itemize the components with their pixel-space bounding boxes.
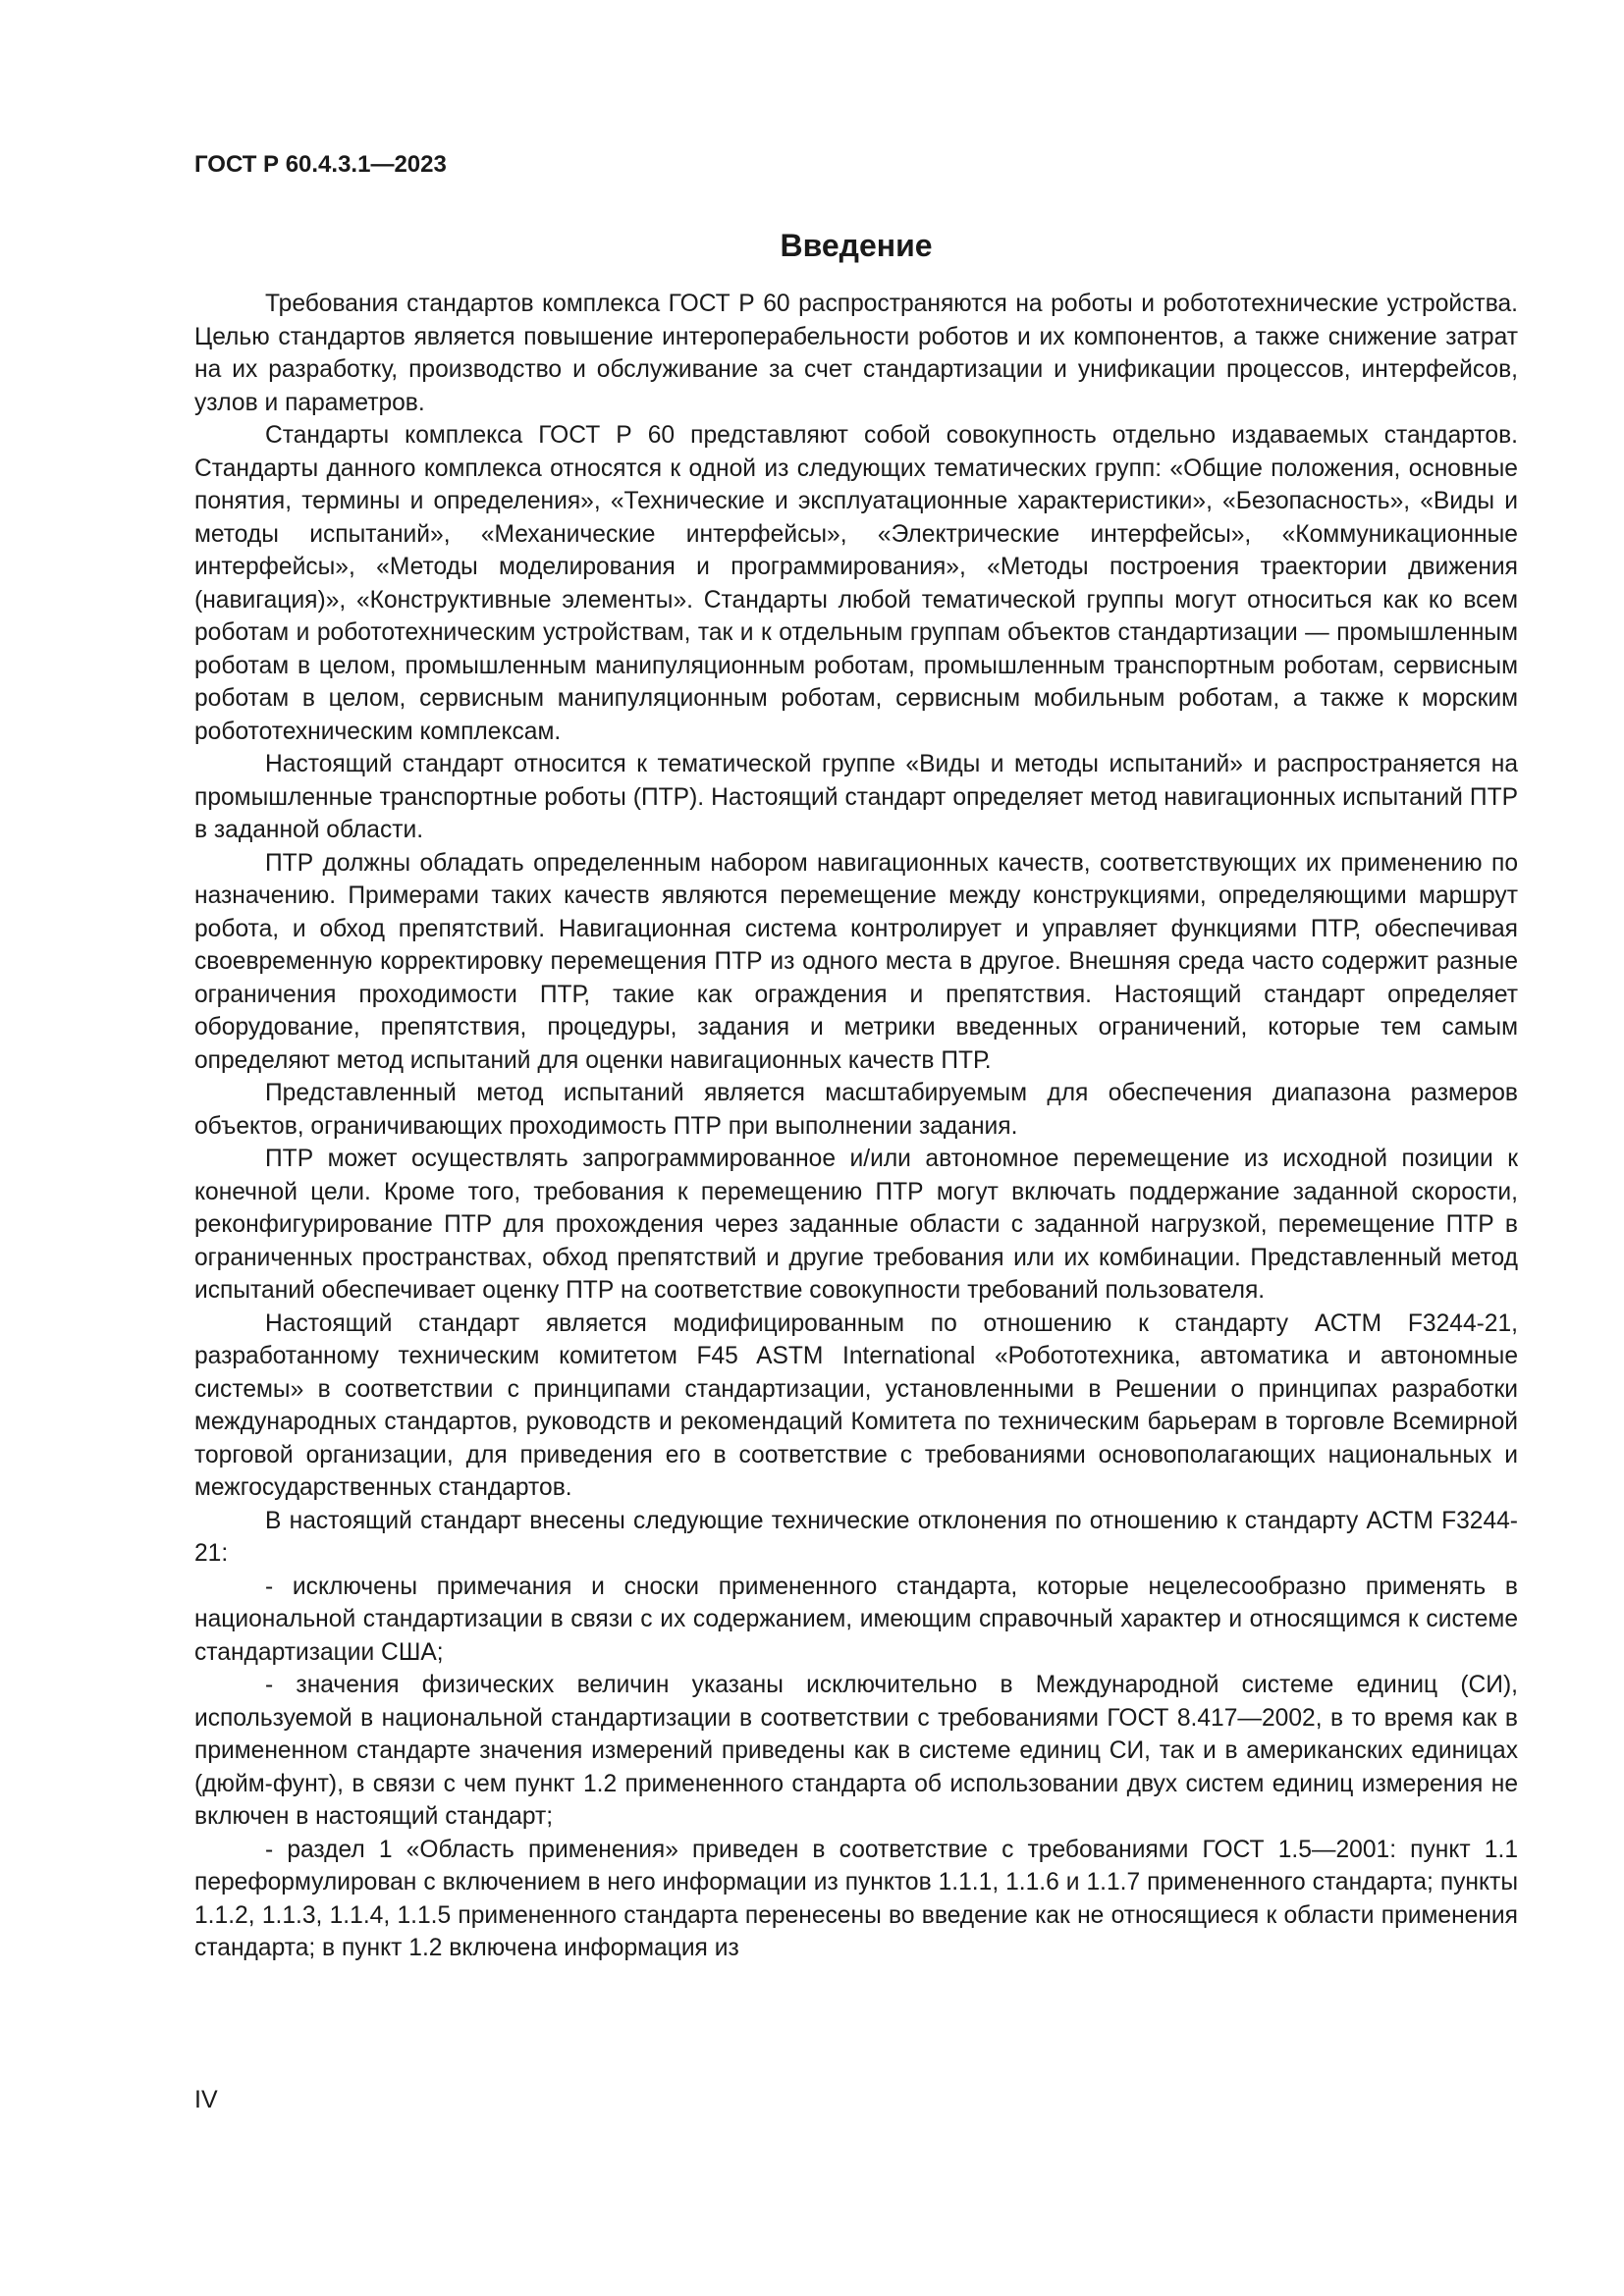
page-number: IV	[194, 2086, 218, 2113]
section-title: Введение	[780, 228, 933, 263]
paragraph: Настоящий стандарт является модифицированным по отношению к стандарту АСТМ F3244-21, разработанному техническим комитетом F45 ASTM International «Робототехника, автоматика и автономные системы» в соответствии с принципами стандартизации, установленными в Решении о принципах разработки международных стандартов, руководств и рекомендаций Комитета по техническим барьерам в торговле Всемирной торговой организации, для приведения его в соответствие с требованиями основополагающих национальных и межгосударственных стандартов.	[194, 1309, 1518, 1501]
document-body	[194, 288, 1518, 1965]
paragraph: ПТР должны обладать определенным набором навигационных качеств, соответствующих их применению по назначению. Примерами таких качеств являются перемещение между конструкциями, определяющими маршрут робота, и обход препятствий. Навигационная система контролирует и управляет функциями ПТР, обеспечивая своевременную корректировку перемещения ПТР из одного места в другое. Внешняя среда часто содержит разные ограничения проходимости ПТР, такие как ограждения и препятствия. Настоящий стандарт определяет оборудование, препятствия, процедуры, задания и метрики введенных ограничений, которые тем самым определяют метод испытаний для оценки навигационных качеств ПТР.	[194, 849, 1518, 1074]
list-item: - раздел 1 «Область применения» приведен в соответствие с требованиями ГОСТ 1.5—2001: пункт 1.1 переформулирован с включением в него информации из пунктов 1.1.1, 1.1.6 и 1.1.7 примененного стандарта; пункты 1.1.2, 1.1.3, 1.1.4, 1.1.5 примененного стандарта перенесены во введение как не относящиеся к области применения стандарта; в пункт 1.2 включена информация из	[194, 1836, 1518, 1961]
list-item: - исключены примечания и сноски примененного стандарта, которые нецелесообразно применять в национальной стандартизации в связи с их содержанием, имеющим справочный характер и относящимся к системе стандартизации США;	[194, 1573, 1518, 1666]
list-item: - значения физических величин указаны исключительно в Международной системе единиц (СИ), используемой в национальной стандартизации в соответствии с требованиями ГОСТ 8.417—2002, в то время как в примененном стандарте значения измерений приведены как в системе единиц СИ, так и в американских единицах (дюйм-фунт), в связи с чем пункт 1.2 примененного стандарта об использовании двух систем единиц измерения не включен в настоящий стандарт;	[194, 1672, 1518, 1830]
paragraph: В настоящий стандарт внесены следующие технические отклонения по отношению к стандарту АСТМ F3244-21:	[194, 1507, 1518, 1567]
paragraph: Настоящий стандарт относится к тематической группе «Виды и методы испытаний» и распространяется на промышленные транспортные роботы (ПТР). Настоящий стандарт определяет метод навигационных испытаний ПТР в заданной области.	[194, 751, 1518, 843]
paragraph: Представленный метод испытаний является масштабируемым для обеспечения диапазона размеров объектов, ограничивающих проходимость ПТР при выполнении задания.	[194, 1080, 1518, 1140]
paragraph: Стандарты комплекса ГОСТ Р 60 представляют собой совокупность отдельно издаваемых стандартов. Стандарты данного комплекса относятся к одной из следующих тематических групп: «Общие положения, основные понятия, термины и определения», «Технические и эксплуатационные характеристики», «Безопасность», «Виды и методы испытаний», «Механические интерфейсы», «Электрические интерфейсы», «Коммуникационные интерфейсы», «Методы моделирования и программирования», «Методы построения траектории движения (навигация)», «Конструктивные элементы». Стандарты любой тематической группы могут относиться как ко всем роботам и робототехническим устройствам, так и к отдельным группам объектов стандартизации — промышленным роботам в целом, промышленным манипуляционным роботам, промышленным транспортным роботам, сервисным роботам в целом, сервисным манипуляционным роботам, сервисным мобильным роботам, а также к морским робототехническим комплексам.	[194, 422, 1518, 745]
document-code-header: ГОСТ Р 60.4.3.1—2023	[194, 151, 447, 178]
paragraph: Требования стандартов комплекса ГОСТ Р 60 распространяются на роботы и робототехнические устройства. Целью стандартов является повышение интероперабельности роботов и их компонентов, а также снижение затрат на их разработку, производство и обслуживание за счет стандартизации и унификации процессов, интерфейсов, узлов и параметров.	[194, 291, 1518, 416]
paragraph: ПТР может осуществлять запрограммированное и/или автономное перемещение из исходной позиции к конечной цели. Кроме того, требования к перемещению ПТР могут включать поддержание заданной скорости, реконфигурирование ПТР для прохождения через заданные области с заданной нагрузкой, перемещение ПТР в ограниченных пространствах, обход препятствий и другие требования или их комбинации. Представленный метод испытаний обеспечивает оценку ПТР на соответствие совокупности требований пользователя.	[194, 1146, 1518, 1304]
